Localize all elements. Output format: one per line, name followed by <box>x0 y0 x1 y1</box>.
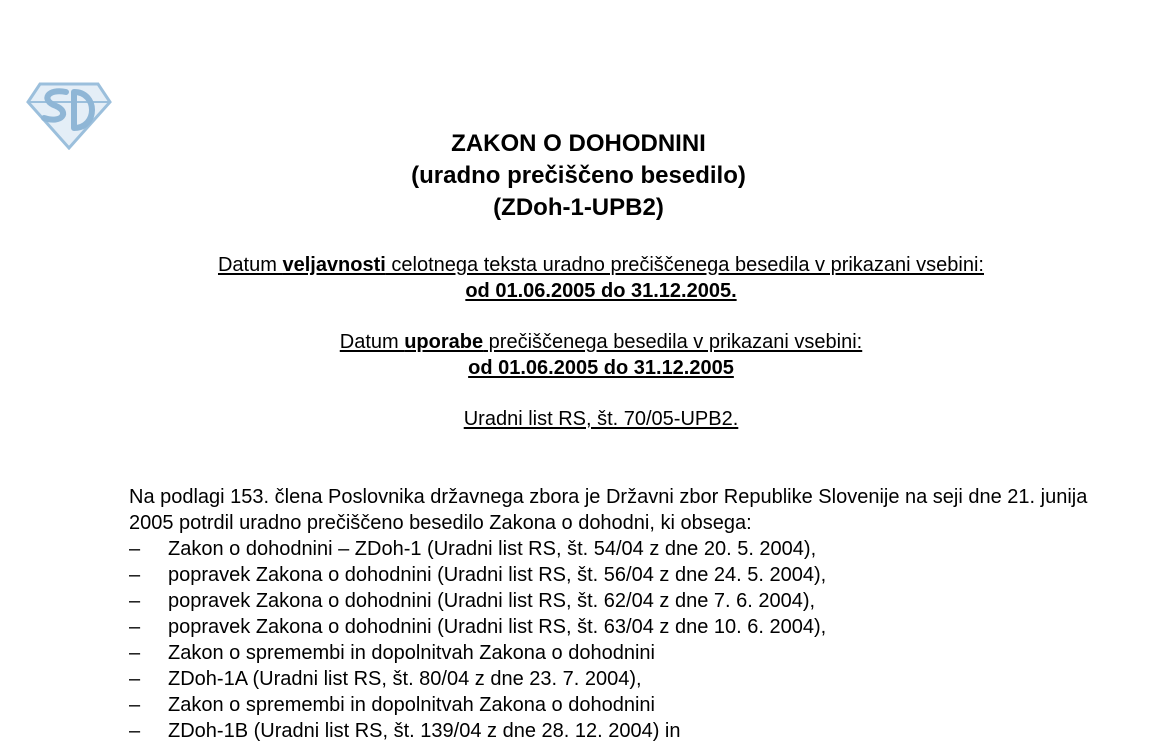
validity-bold-word: veljavnosti <box>282 254 386 276</box>
list-item-text: Zakon o spremembi in dopolnitvah Zakona o dohodnini <box>168 694 655 716</box>
document-title <box>0 128 1157 224</box>
list-item <box>129 666 1089 692</box>
usage-suffix: prečiščenega besedila v prikazani vsebini: <box>483 331 863 353</box>
document-body <box>129 484 1089 744</box>
list-dash: – <box>129 642 141 664</box>
title-line-3: (ZDoh-1-UPB2) <box>493 194 664 221</box>
list-item <box>129 692 1089 718</box>
list-item <box>129 640 1089 666</box>
list-dash: – <box>129 668 141 690</box>
validity-caption <box>0 252 1157 278</box>
list-dash: – <box>129 564 141 586</box>
gazette-reference: Uradni list RS, št. 70/05-UPB2. <box>463 408 739 430</box>
list-item <box>129 614 1089 640</box>
list-item-text: ZDoh-1B (Uradni list RS, št. 139/04 z dne 28. 12. 2004) in <box>168 720 681 742</box>
list-item-text: Zakon o dohodnini – ZDoh-1 (Uradni list RS, št. 54/04 z dne 20. 5. 2004), <box>168 538 817 560</box>
list-item-text: popravek Zakona o dohodnini (Uradni list RS, št. 63/04 z dne 10. 6. 2004), <box>168 616 827 638</box>
list-item <box>129 718 1089 744</box>
validity-range: od 01.06.2005 do 31.12.2005. <box>465 280 737 302</box>
gazette-block <box>0 406 1157 432</box>
list-dash: – <box>129 590 141 612</box>
usage-prefix: Datum <box>339 331 405 353</box>
list-item <box>129 588 1089 614</box>
usage-caption <box>0 329 1157 355</box>
list-item-text: popravek Zakona o dohodnini (Uradni list RS, št. 62/04 z dne 7. 6. 2004), <box>168 590 816 612</box>
list-item-text: Zakon o spremembi in dopolnitvah Zakona o dohodnini <box>168 642 655 664</box>
list-dash: – <box>129 538 141 560</box>
list-dash: – <box>129 720 141 742</box>
list-item <box>129 536 1089 562</box>
list-item-text: ZDoh-1A (Uradni list RS, št. 80/04 z dne 23. 7. 2004), <box>168 668 642 690</box>
list-dash: – <box>129 616 141 638</box>
validity-date-block <box>0 252 1157 304</box>
usage-bold-word: uporabe <box>404 331 484 353</box>
list-dash: – <box>129 694 141 716</box>
validity-suffix: celotnega teksta uradno prečiščenega besedila v prikazani vsebini: <box>385 254 984 276</box>
validity-prefix: Datum <box>217 254 283 276</box>
law-list <box>129 536 1089 744</box>
intro-paragraph: Na podlagi 153. člena Poslovnika državnega zbora je Državni zbor Republike Slovenije na seji dne 21. junija 2005 potrdil uradno prečiščeno besedilo Zakona o dohodni, ki obsega: <box>129 486 1088 534</box>
title-line-1: ZAKON O DOHODNINI <box>451 130 706 157</box>
title-line-2: (uradno prečiščeno besedilo) <box>411 162 746 189</box>
usage-date-block <box>0 329 1157 381</box>
usage-range: od 01.06.2005 do 31.12.2005 <box>468 357 734 379</box>
list-item-text: popravek Zakona o dohodnini (Uradni list RS, št. 56/04 z dne 24. 5. 2004), <box>168 564 827 586</box>
list-item <box>129 562 1089 588</box>
